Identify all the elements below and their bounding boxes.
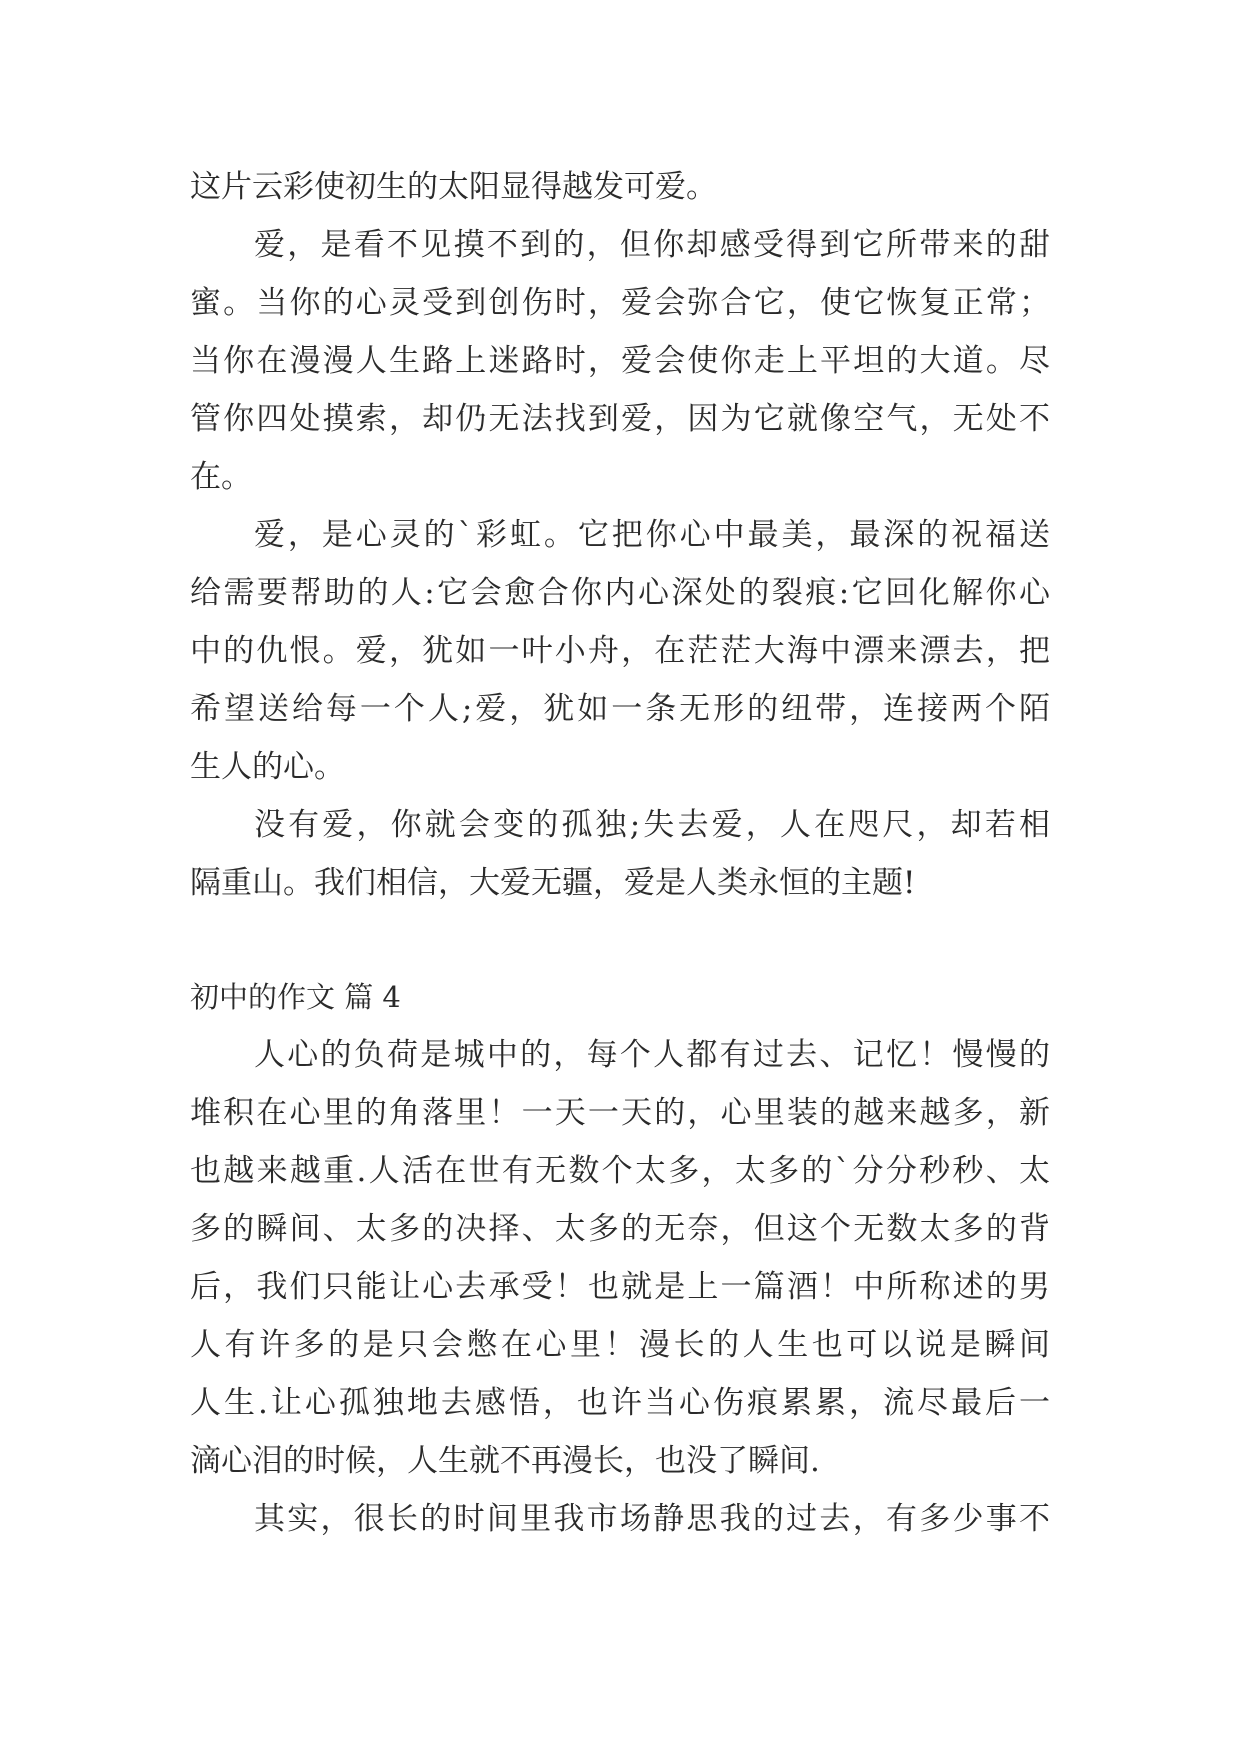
text-line: 人生.让心孤独地去感悟，也许当心伤痕累累，流尽最后一: [190, 1385, 1050, 1421]
text-line: 滴心泪的时候，人生就不再漫长，也没了瞬间.: [190, 1443, 820, 1479]
text-line: 也越来越重.人活在世有无数个太多，太多的`分分秒秒、太: [190, 1153, 1050, 1189]
section-heading: 初中的作文 篇 4: [190, 980, 401, 1014]
text-line: 多的瞬间、太多的决择、太多的无奈，但这个无数太多的背: [190, 1211, 1050, 1247]
paragraph-love-unseen: [190, 216, 1050, 506]
paragraph-heart-burden: [190, 1026, 1050, 1490]
paragraph-love-rainbow: [190, 506, 1050, 796]
text-line: 其实，很长的时间里我市场静思我的过去，有多少事不: [254, 1501, 1050, 1537]
text-line: 人心的负荷是城中的，每个人都有过去、记忆！慢慢的: [254, 1037, 1050, 1073]
text-line: 给需要帮助的人:它会愈合你内心深处的裂痕:它回化解你心: [190, 575, 1050, 611]
intro-paragraph: [190, 158, 1050, 216]
text-line: 希望送给每一个人;爱，犹如一条无形的纽带，连接两个陌: [190, 691, 1050, 727]
text-line: 在。: [190, 459, 252, 495]
text-line: 爱，是心灵的`彩虹。它把你心中最美，最深的祝福送: [254, 517, 1050, 553]
text-line: 堆积在心里的角落里！一天一天的，心里装的越来越多，新: [190, 1095, 1050, 1131]
text-line: 没有爱，你就会变的孤独;失去爱，人在咫尺，却若相: [254, 807, 1050, 843]
text-line: 人有许多的是只会憋在心里！漫长的人生也可以说是瞬间: [190, 1327, 1050, 1363]
paragraph-without-love: [190, 796, 1050, 912]
text-line: 当你在漫漫人生路上迷路时，爱会使你走上平坦的大道。尽: [190, 343, 1050, 379]
text-line: 这片云彩使初生的太阳显得越发可爱。: [190, 169, 717, 205]
document-body: [190, 158, 1050, 1548]
text-line: 隔重山。我们相信，大爱无疆，爱是人类永恒的主题!: [190, 865, 916, 901]
paragraph-reflection: [190, 1490, 1050, 1548]
text-line: 管你四处摸索，却仍无法找到爱，因为它就像空气，无处不: [190, 401, 1050, 437]
text-line: 爱，是看不见摸不到的，但你却感受得到它所带来的甜: [254, 227, 1050, 263]
text-line: 生人的心。: [190, 749, 345, 785]
text-line: 后，我们只能让心去承受！也就是上一篇酒！中所称述的男: [190, 1269, 1050, 1305]
section-spacer: [190, 912, 1050, 968]
text-line: 中的仇恨。爱，犹如一叶小舟，在茫茫大海中漂来漂去，把: [190, 633, 1050, 669]
text-line: 蜜。当你的心灵受到创伤时，爱会弥合它，使它恢复正常；: [190, 285, 1050, 321]
